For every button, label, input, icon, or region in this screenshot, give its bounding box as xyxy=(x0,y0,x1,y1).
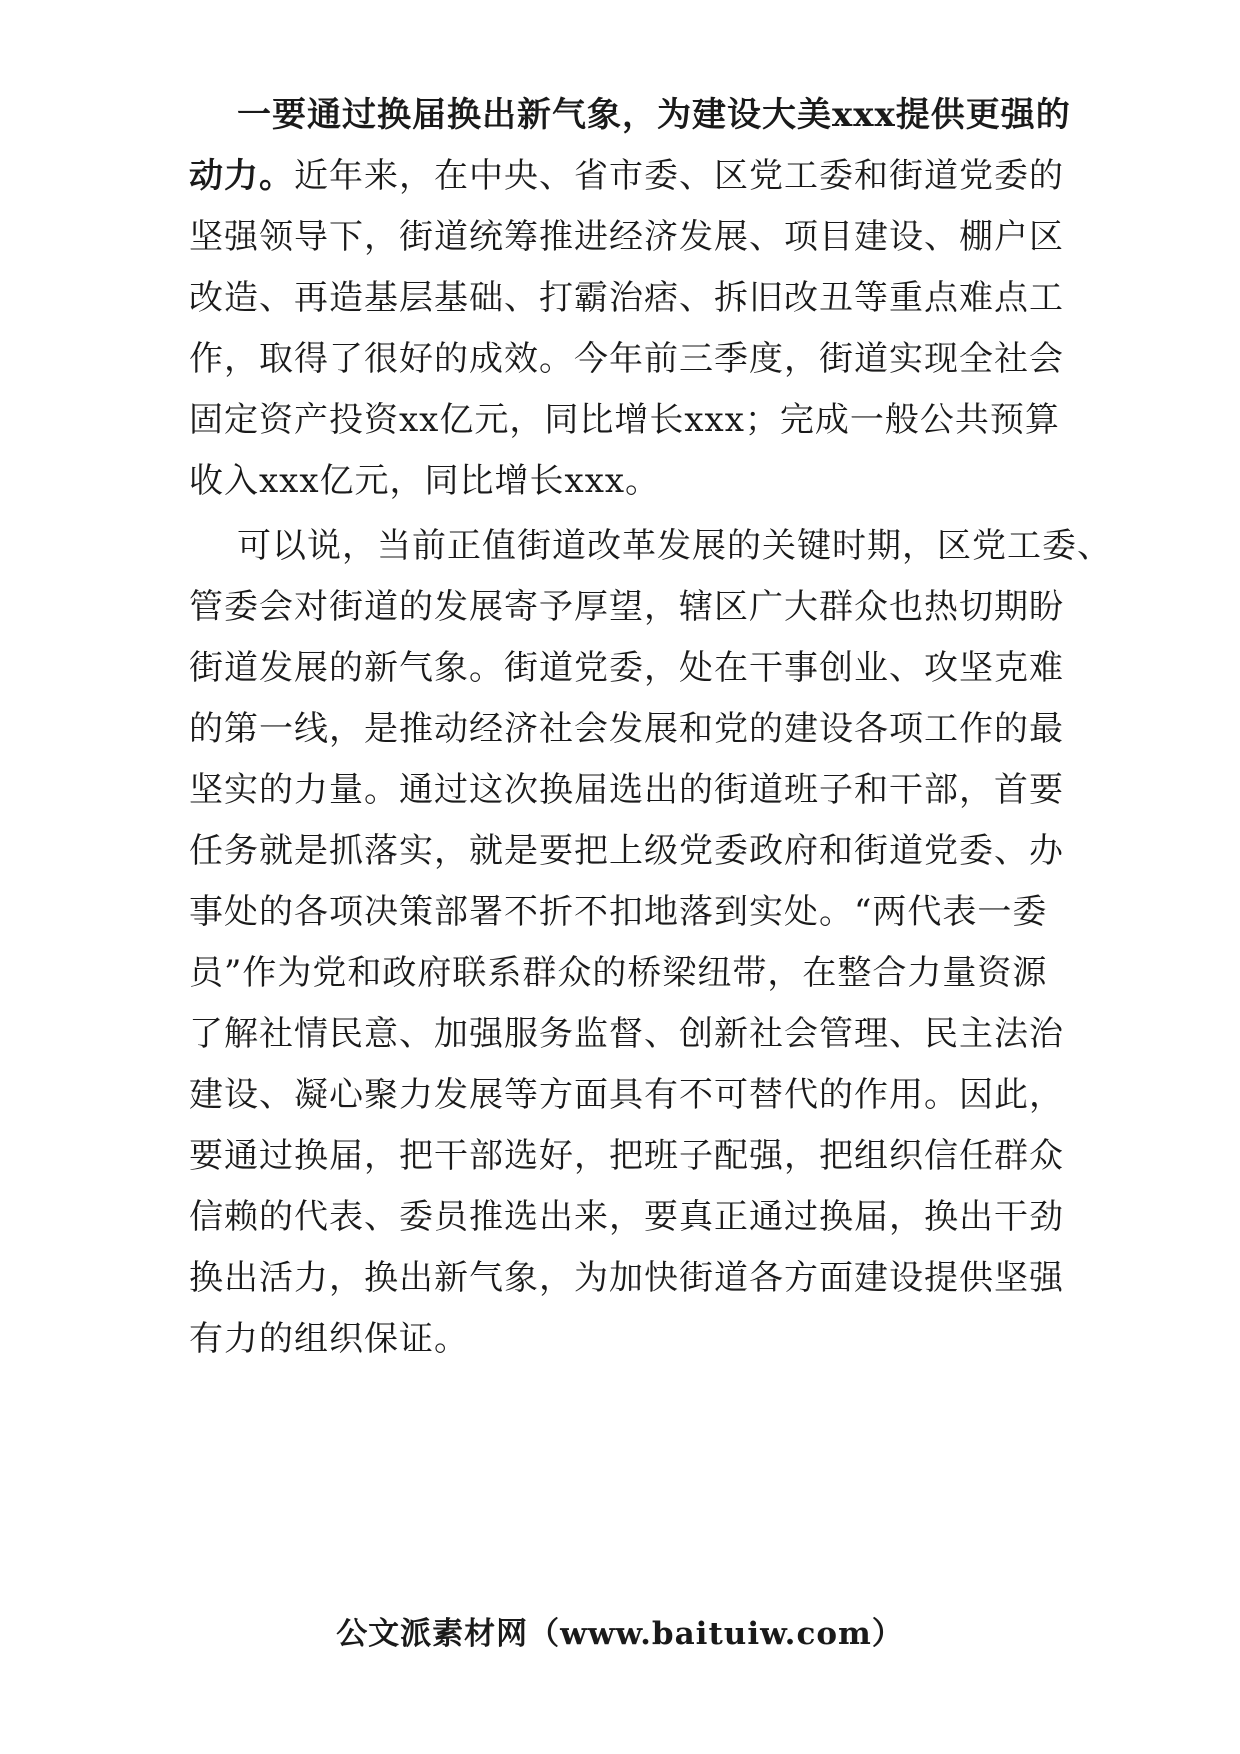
paragraph2-line: 了解社情民意、加强服务监督、创新社会管理、民主法治 xyxy=(189,1014,1064,1054)
paragraph1-line: 固定资产投资xx亿元，同比增长xxx；完成一般公共预算 xyxy=(189,400,1060,440)
paragraph1-heading-end: 动力。 xyxy=(189,156,294,196)
paragraph2-line: 信赖的代表、委员推选出来，要真正通过换届，换出干劲 xyxy=(189,1197,1064,1237)
paragraph2-line: 任务就是抓落实，就是要把上级党委政府和街道党委、办 xyxy=(189,831,1064,871)
paragraph1-line: 作，取得了很好的成效。今年前三季度，街道实现全社会 xyxy=(189,339,1064,379)
paragraph1-heading-line: 一要通过换届换出新气象，为建设大美xxx提供更强的 xyxy=(237,95,1071,135)
footer-source: 公文派素材网（www.baituiw.com） xyxy=(336,1616,904,1652)
paragraph1-line: 改造、再造基层基础、打霸治痞、拆旧改丑等重点难点工 xyxy=(189,278,1064,318)
paragraph1-line-2 xyxy=(189,154,1064,198)
paragraph1-line-2-text: 近年来，在中央、省市委、区党工委和街道党委的 xyxy=(294,156,1064,196)
paragraph2-line: 建设、凝心聚力发展等方面具有不可替代的作用。因此， xyxy=(189,1075,1064,1115)
paragraph1-line: 坚强领导下，街道统筹推进经济发展、项目建设、棚户区 xyxy=(189,217,1064,257)
paragraph1-line: 收入xxx亿元，同比增长xxx。 xyxy=(189,461,661,501)
paragraph2-line: 有力的组织保证。 xyxy=(189,1319,469,1359)
paragraph2-line: 管委会对街道的发展寄予厚望，辖区广大群众也热切期盼 xyxy=(189,587,1064,627)
paragraph2-line: 街道发展的新气象。街道党委，处在干事创业、攻坚克难 xyxy=(189,648,1064,688)
paragraph2-first-line: 可以说，当前正值街道改革发展的关键时期，区党工委、 xyxy=(237,526,1112,566)
paragraph2-line: 员”作为党和政府联系群众的桥梁纽带，在整合力量资源 xyxy=(189,953,1048,993)
paragraph2-line: 要通过换届，把干部选好，把班子配强，把组织信任群众 xyxy=(189,1136,1064,1176)
paragraph2-line: 换出活力，换出新气象，为加快街道各方面建设提供坚强 xyxy=(189,1258,1064,1298)
paragraph2-line: 坚实的力量。通过这次换届选出的街道班子和干部，首要 xyxy=(189,770,1064,810)
paragraph2-line: 事处的各项决策部署不折不扣地落到实处。“两代表一委 xyxy=(189,892,1048,932)
paragraph2-line: 的第一线，是推动经济社会发展和党的建设各项工作的最 xyxy=(189,709,1064,749)
